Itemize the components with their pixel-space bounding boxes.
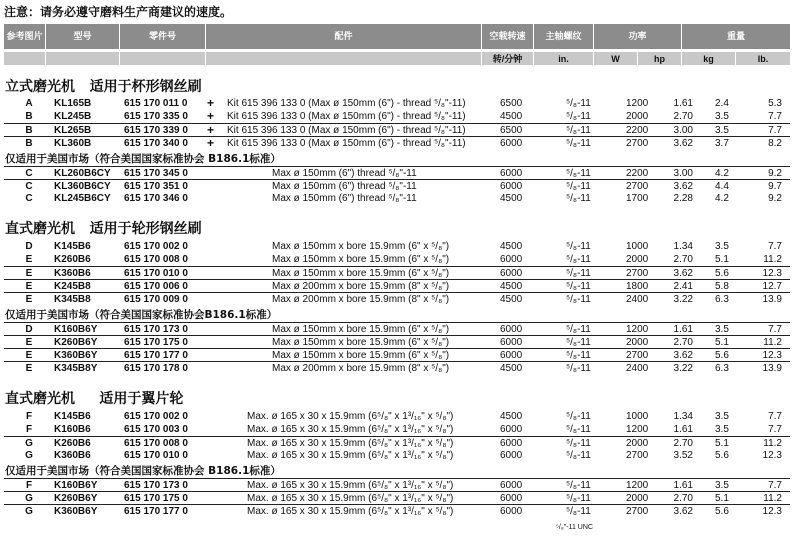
cell-thread: ⁵/₈-11: [566, 363, 591, 374]
cell-thread: ⁵/₈-11: [566, 480, 591, 491]
cell-ref: C: [25, 168, 33, 179]
cell-part: 615 170 175 0: [124, 493, 188, 504]
cell-model: K360B6: [54, 450, 91, 461]
cell-w: 2700: [626, 181, 649, 192]
table-row: [4, 179, 790, 193]
unit-blank: [120, 52, 206, 65]
cell-ref: G: [25, 438, 33, 449]
plus-icon: +: [207, 123, 215, 137]
header-power: 功率: [594, 24, 682, 49]
cell-speed: 6000: [500, 506, 523, 517]
cell-model: K260B6Y: [54, 493, 98, 504]
cell-hp: 2.41: [673, 281, 693, 292]
cell-lb: 12.3: [762, 506, 782, 517]
cell-part: 615 170 010 0: [124, 450, 188, 461]
cell-w: 2000: [626, 438, 649, 449]
cell-w: 1800: [626, 281, 649, 292]
cell-kg: 3.5: [715, 125, 729, 136]
cell-part: 615 170 173 0: [124, 324, 188, 335]
plus-icon: +: [207, 109, 215, 123]
cell-model: K345B8Y: [54, 363, 98, 374]
cell-speed: 6500: [500, 98, 523, 109]
cell-part: 615 170 351 0: [124, 181, 188, 192]
cell-part: 615 170 002 0: [124, 411, 188, 422]
cell-part: 615 170 177 0: [124, 506, 188, 517]
cell-kg: 5.6: [715, 450, 729, 461]
cell-accessory: Max ø 200mm x bore 15.9mm (8" x ⁵/₈"): [272, 294, 450, 305]
cell-thread: ⁵/₈-11: [566, 438, 591, 449]
cell-speed: 4500: [500, 363, 523, 374]
cell-accessory: Max ø 150mm (6") thread ⁵/₈"-11: [272, 181, 417, 192]
cell-w: 2000: [626, 493, 649, 504]
unit-blank: [46, 52, 120, 65]
cell-accessory: Max ø 150mm x bore 15.9mm (6" x ⁵/₈"): [272, 254, 450, 265]
cell-hp: 1.34: [673, 241, 693, 252]
cell-speed: 6000: [500, 254, 523, 265]
table-header: [4, 24, 790, 49]
cell-lb: 12.7: [762, 281, 782, 292]
cell-kg: 6.3: [715, 294, 729, 305]
table-row: [4, 478, 790, 492]
unit-speed: 转/分钟: [482, 52, 534, 65]
cell-lb: 5.3: [768, 98, 782, 109]
cell-hp: 2.70: [673, 337, 693, 348]
header-part: 零件号: [120, 24, 206, 49]
unit-hp: hp: [638, 52, 682, 65]
cell-model: K260B6Y: [54, 337, 98, 348]
cell-ref: G: [25, 493, 33, 504]
cell-w: 2200: [626, 168, 649, 179]
cell-speed: 4500: [500, 193, 523, 204]
unit-blank: [4, 52, 46, 65]
cell-hp: 3.62: [673, 350, 693, 361]
cell-accessory: Max. ø 165 x 30 x 15.9mm (6⁵/₈" x 1³/₁₆" x ⁵/₈"): [247, 424, 454, 435]
cell-speed: 6000: [500, 181, 523, 192]
cell-thread: ⁵/₈-11: [566, 281, 591, 292]
cell-ref: B: [25, 111, 33, 122]
cell-hp: 1.61: [673, 324, 693, 335]
cell-model: K245B8: [54, 281, 91, 292]
cell-part: 615 170 002 0: [124, 241, 188, 252]
table-row: [4, 192, 790, 205]
cell-model: KL265B: [54, 125, 92, 136]
cell-model: KL360B6CY: [54, 181, 111, 192]
cell-thread: ⁵/₈-11: [566, 424, 591, 435]
cell-hp: 3.00: [673, 125, 693, 136]
cell-hp: 3.62: [673, 506, 693, 517]
cell-ref: C: [25, 181, 33, 192]
cell-speed: 4500: [500, 111, 523, 122]
cell-kg: 4.2: [715, 168, 729, 179]
cell-hp: 1.61: [673, 98, 693, 109]
table-row: [4, 348, 790, 362]
table-row: [4, 361, 790, 375]
cell-kg: 5.8: [715, 281, 729, 292]
cell-speed: 4500: [500, 411, 523, 422]
cell-accessory: Max ø 150mm x bore 15.9mm (6" x ⁵/₈"): [272, 241, 450, 252]
cell-w: 2700: [626, 506, 649, 517]
cell-w: 2200: [626, 125, 649, 136]
cell-speed: 6000: [500, 438, 523, 449]
cell-thread: ⁵/₈-11: [566, 125, 591, 136]
cell-part: 615 170 335 0: [124, 111, 188, 122]
cell-w: 2700: [626, 450, 649, 461]
cell-lb: 9.7: [768, 181, 782, 192]
cell-w: 2700: [626, 138, 649, 149]
cell-thread: ⁵/₈-11: [566, 506, 591, 517]
cell-speed: 4500: [500, 294, 523, 305]
cell-thread: ⁵/₈-11: [566, 181, 591, 192]
cell-accessory: Max ø 150mm (6") thread ⁵/₈"-11: [272, 168, 417, 179]
cell-part: 615 170 178 0: [124, 363, 188, 374]
cell-kg: 5.6: [715, 506, 729, 517]
header-ref: 参考图片: [4, 24, 46, 49]
table-row: [4, 123, 790, 137]
cell-accessory: Max ø 150mm x bore 15.9mm (6" x ⁵/₈"): [272, 337, 450, 348]
cell-thread: ⁵/₈-11: [566, 254, 591, 265]
cell-ref: E: [25, 254, 33, 265]
cell-accessory: Max. ø 165 x 30 x 15.9mm (6⁵/₈" x 1³/₁₆" x ⁵/₈"): [247, 411, 454, 422]
cell-model: K160B6Y: [54, 480, 98, 491]
cell-hp: 3.62: [673, 181, 693, 192]
cell-model: KL165B: [54, 98, 92, 109]
cell-w: 1200: [626, 480, 649, 491]
section-title: 立式磨光机 适用于杯形钢丝刷: [5, 79, 202, 95]
cell-thread: ⁵/₈-11: [566, 337, 591, 348]
usa-market-title: 仅适用于美国市场（符合美国国家标准协会 B186.1标准）: [5, 465, 281, 477]
cell-thread: ⁵/₈-11: [566, 111, 591, 122]
cell-hp: 1.61: [673, 480, 693, 491]
cell-speed: 6000: [500, 493, 523, 504]
cell-ref: E: [25, 281, 33, 292]
cell-ref: C: [25, 193, 33, 204]
table-row: [4, 436, 790, 450]
cell-kg: 5.1: [715, 337, 729, 348]
cell-accessory: Max ø 150mm (6") thread ⁵/₈"-11: [272, 193, 417, 204]
cell-kg: 6.3: [715, 363, 729, 374]
cell-kg: 3.5: [715, 111, 729, 122]
units-header: [4, 52, 790, 65]
cell-w: 1000: [626, 411, 649, 422]
table-row: [4, 136, 790, 150]
cell-hp: 3.62: [673, 268, 693, 279]
table-row: [4, 279, 790, 293]
cell-part: 615 170 006 0: [124, 281, 188, 292]
cell-kg: 3.7: [715, 138, 729, 149]
cell-thread: ⁵/₈-11: [566, 493, 591, 504]
cell-ref: D: [25, 241, 33, 252]
cell-accessory: Max. ø 165 x 30 x 15.9mm (6⁵/₈" x 1³/₁₆" x ⁵/₈"): [247, 506, 454, 517]
cell-accessory: Kit 615 396 133 0 (Max ø 150mm (6") - thread ⁵/₈"-11): [227, 111, 466, 122]
cell-thread: ⁵/₈-11: [566, 450, 591, 461]
cell-model: K260B6: [54, 438, 91, 449]
cell-ref: D: [25, 324, 33, 335]
cell-hp: 3.22: [673, 294, 693, 305]
unit-lb: lb.: [736, 52, 790, 65]
cell-speed: 6000: [500, 424, 523, 435]
cell-kg: 3.5: [715, 424, 729, 435]
table-row: [4, 322, 790, 336]
cell-w: 1700: [626, 193, 649, 204]
cell-accessory: Max. ø 165 x 30 x 15.9mm (6⁵/₈" x 1³/₁₆" x ⁵/₈"): [247, 438, 454, 449]
cell-kg: 5.1: [715, 254, 729, 265]
cell-thread: ⁵/₈-11: [566, 324, 591, 335]
cell-hp: 3.62: [673, 138, 693, 149]
cell-w: 2400: [626, 294, 649, 305]
cell-speed: 6000: [500, 138, 523, 149]
cell-hp: 2.28: [673, 193, 693, 204]
cell-ref: E: [25, 337, 33, 348]
notice-text: 注意：请务必遵守磨料生产商建议的速度。: [4, 5, 233, 19]
cell-ref: B: [25, 125, 33, 136]
cell-hp: 2.70: [673, 493, 693, 504]
table-row: [4, 491, 790, 505]
cell-accessory: Max. ø 165 x 30 x 15.9mm (6⁵/₈" x 1³/₁₆" x ⁵/₈"): [247, 450, 454, 461]
header-accessory: 配件: [206, 24, 482, 49]
header-speed: 空载转速: [482, 24, 534, 49]
cell-lb: 11.2: [763, 493, 782, 504]
cell-speed: 4500: [500, 281, 523, 292]
cell-part: 615 170 008 0: [124, 254, 188, 265]
table-row: [4, 292, 790, 306]
cell-thread: ⁵/₈-11: [566, 241, 591, 252]
cell-kg: 3.5: [715, 411, 729, 422]
cell-part: 615 170 011 0: [124, 98, 188, 109]
unit-kg: kg: [682, 52, 736, 65]
cell-model: K345B8: [54, 294, 91, 305]
cell-w: 1200: [626, 98, 649, 109]
cell-lb: 12.3: [762, 350, 782, 361]
cell-thread: ⁵/₈-11: [566, 350, 591, 361]
cell-ref: A: [25, 98, 33, 109]
cell-accessory: Max ø 150mm x bore 15.9mm (6" x ⁵/₈"): [272, 324, 450, 335]
cell-hp: 1.34: [673, 411, 693, 422]
cell-part: 615 170 009 0: [124, 294, 188, 305]
cell-w: 2700: [626, 350, 649, 361]
cell-part: 615 170 346 0: [124, 193, 188, 204]
cell-ref: F: [25, 480, 33, 491]
usa-market-title: 仅适用于美国市场（符合美国国家标准协会B186.1标准）: [5, 309, 278, 321]
cell-ref: E: [25, 268, 33, 279]
cell-w: 1200: [626, 424, 649, 435]
cell-part: 615 170 010 0: [124, 268, 188, 279]
cell-accessory: Max ø 200mm x bore 15.9mm (8" x ⁵/₈"): [272, 281, 450, 292]
table-row: [4, 253, 790, 266]
cell-kg: 2.4: [715, 98, 729, 109]
cell-model: K160B6: [54, 424, 91, 435]
section-title: 直式磨光机 适用于翼片轮: [5, 391, 184, 407]
table-row: [4, 410, 790, 423]
cell-speed: 6000: [500, 324, 523, 335]
cell-hp: 3.52: [673, 450, 693, 461]
cell-kg: 4.2: [715, 193, 729, 204]
cell-model: K360B6Y: [54, 506, 98, 517]
cell-thread: ⁵/₈-11: [566, 138, 591, 149]
cell-speed: 6000: [500, 350, 523, 361]
cell-lb: 11.2: [763, 254, 782, 265]
cell-lb: 9.2: [768, 193, 782, 204]
cell-thread: ⁵/₈-11: [566, 193, 591, 204]
cell-model: KL360B: [54, 138, 92, 149]
cell-accessory: Kit 615 396 133 0 (Max ø 150mm (6") - thread ⁵/₈"-11): [227, 138, 466, 149]
cell-thread: ⁵/₈-11: [566, 294, 591, 305]
table-row: [4, 504, 790, 518]
table-row: [4, 110, 790, 123]
cell-ref: F: [25, 411, 33, 422]
cell-lb: 7.7: [768, 111, 782, 122]
cell-model: K160B6Y: [54, 324, 98, 335]
cell-lb: 13.9: [762, 363, 782, 374]
cell-speed: 6000: [500, 480, 523, 491]
cell-part: 615 170 173 0: [124, 480, 188, 491]
cell-ref: E: [25, 294, 33, 305]
section-title: 直式磨光机 适用于轮形钢丝刷: [5, 221, 202, 237]
cell-lb: 7.7: [768, 480, 782, 491]
cell-thread: ⁵/₈-11: [566, 268, 591, 279]
cell-part: 615 170 175 0: [124, 337, 188, 348]
cell-part: 615 170 339 0: [124, 125, 188, 136]
header-model: 型号: [46, 24, 120, 49]
cell-accessory: Kit 615 396 133 0 (Max ø 150mm (6") - thread ⁵/₈"-11): [227, 98, 466, 109]
plus-icon: +: [207, 96, 215, 110]
cell-model: K145B6: [54, 411, 91, 422]
cell-accessory: Max. ø 165 x 30 x 15.9mm (6⁵/₈" x 1³/₁₆" x ⁵/₈"): [247, 493, 454, 504]
unit-thread: in.: [534, 52, 594, 65]
cell-accessory: Max ø 200mm x bore 15.9mm (8" x ⁵/₈"): [272, 363, 450, 374]
cell-kg: 3.5: [715, 480, 729, 491]
cell-part: 615 170 008 0: [124, 438, 188, 449]
cell-thread: ⁵/₈-11: [566, 411, 591, 422]
cell-hp: 2.70: [673, 111, 693, 122]
cell-part: 615 170 003 0: [124, 424, 188, 435]
cell-w: 2000: [626, 337, 649, 348]
cell-speed: 6000: [500, 337, 523, 348]
cell-lb: 13.9: [762, 294, 782, 305]
cell-w: 2000: [626, 254, 649, 265]
cell-kg: 3.5: [715, 324, 729, 335]
cell-part: 615 170 345 0: [124, 168, 188, 179]
cell-hp: 1.61: [673, 424, 693, 435]
cell-hp: 2.70: [673, 438, 693, 449]
cell-lb: 11.2: [763, 337, 782, 348]
cell-w: 1200: [626, 324, 649, 335]
cell-speed: 6000: [500, 450, 523, 461]
table-row: [4, 266, 790, 280]
cell-lb: 9.2: [768, 168, 782, 179]
cell-ref: F: [25, 424, 33, 435]
cell-ref: G: [25, 450, 33, 461]
cell-kg: 5.6: [715, 268, 729, 279]
plus-icon: +: [207, 136, 215, 150]
cell-kg: 5.1: [715, 438, 729, 449]
cell-speed: 6000: [500, 268, 523, 279]
cell-ref: B: [25, 138, 33, 149]
cell-lb: 12.3: [762, 450, 782, 461]
cell-lb: 11.2: [763, 438, 782, 449]
cell-w: 2700: [626, 268, 649, 279]
table-row: [4, 449, 790, 462]
cell-lb: 7.7: [768, 324, 782, 335]
cell-thread: ⁵/₈-11: [566, 168, 591, 179]
cell-part: 615 170 177 0: [124, 350, 188, 361]
cell-model: K360B6: [54, 268, 91, 279]
cell-hp: 3.00: [673, 168, 693, 179]
unit-blank: [206, 52, 482, 65]
cell-speed: 6000: [500, 168, 523, 179]
cell-w: 2400: [626, 363, 649, 374]
cell-ref: E: [25, 363, 33, 374]
cell-kg: 3.5: [715, 241, 729, 252]
cell-speed: 6500: [500, 125, 523, 136]
cell-lb: 8.2: [768, 138, 782, 149]
table-row: [4, 240, 790, 253]
cell-hp: 3.22: [673, 363, 693, 374]
cell-model: K360B6Y: [54, 350, 98, 361]
cell-model: KL245B: [54, 111, 92, 122]
table-row: [4, 335, 790, 349]
cell-accessory: Max. ø 165 x 30 x 15.9mm (6⁵/₈" x 1³/₁₆" x ⁵/₈"): [247, 480, 454, 491]
table-row: [4, 423, 790, 436]
cell-accessory: Max ø 150mm x bore 15.9mm (6" x ⁵/₈"): [272, 268, 450, 279]
cell-lb: 7.7: [768, 125, 782, 136]
cell-ref: G: [25, 506, 33, 517]
cell-kg: 4.4: [715, 181, 729, 192]
cell-lb: 7.7: [768, 241, 782, 252]
cell-kg: 5.6: [715, 350, 729, 361]
cell-speed: 4500: [500, 241, 523, 252]
header-weight: 重量: [682, 24, 790, 49]
cell-model: KL245B6CY: [54, 193, 111, 204]
unit-w: W: [594, 52, 638, 65]
cell-lb: 7.7: [768, 424, 782, 435]
cell-lb: 12.3: [762, 268, 782, 279]
cell-model: KL260B6CY: [54, 168, 111, 179]
cell-lb: 7.7: [768, 411, 782, 422]
cell-w: 2000: [626, 111, 649, 122]
header-thread: 主轴螺纹: [534, 24, 594, 49]
cell-kg: 5.1: [715, 493, 729, 504]
thread-footnote: ⁵/₈"-11 UNC: [556, 524, 593, 531]
cell-model: K145B6: [54, 241, 91, 252]
cell-w: 1000: [626, 241, 649, 252]
table-row: [4, 97, 790, 110]
cell-ref: E: [25, 350, 33, 361]
cell-model: K260B6: [54, 254, 91, 265]
usa-market-title: 仅适用于美国市场（符合美国国家标准协会 B186.1标准）: [5, 153, 281, 165]
cell-thread: ⁵/₈-11: [566, 98, 591, 109]
cell-part: 615 170 340 0: [124, 138, 188, 149]
cell-accessory: Kit 615 396 133 0 (Max ø 150mm (6") - thread ⁵/₈"-11): [227, 125, 466, 136]
table-row: [4, 166, 790, 180]
cell-hp: 2.70: [673, 254, 693, 265]
cell-accessory: Max ø 150mm x bore 15.9mm (6" x ⁵/₈"): [272, 350, 450, 361]
